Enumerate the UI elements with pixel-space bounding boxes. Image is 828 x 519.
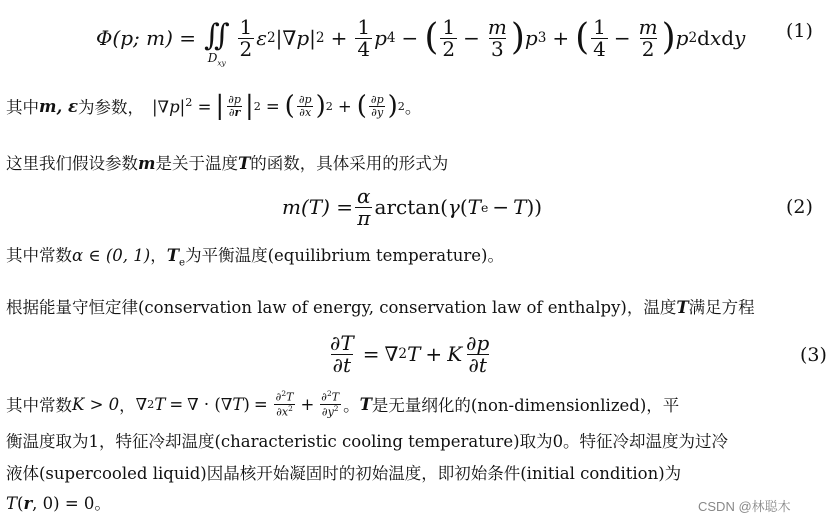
paragraph-assume: 这里我们假设参数m是关于温度T的函数，具体采用的形式为 [6,154,449,173]
csdn-watermark: CSDN @林聪木 [698,499,791,514]
paragraph-alpha: 其中常数α ∈ (0, 1)，$T_e$为平衡温度(equilibrium temperature)。 [6,246,504,269]
paragraph-supercooled: 液体(supercooled liquid)因晶核开始凝固时的初始温度，即初始条件(initial condition)为 [6,464,682,483]
equation-2: m(T) = $\frac{\alpha}{\pi}$ arctan ( γ ( T e − T )) [282,183,543,230]
equation-1: Φ(p; m) = ∬ $D_{xy}$ $\frac{1}{2}$ ε 2 |∇ p | 2 + $\frac{1}{4}$ p 4 − ( $\frac{1}{2}$ − $\frac{m}{3}$ ) p 3 + ( $\frac{1}{4}$ − $\frac{m}{2}$ ) p 2 d x d y [96,14,746,68]
paragraph-k: 其中常数 K > 0 ， ∇ 2 T = ∇ · (∇ T ) = $\frac{\partial^2T}{\partial x^2}$ + $\frac{\partial^2T}{\partial y^2}$ 。 T 是无量纲化的(non-dimensionlized)，平 [6,389,680,419]
eq2-lhs: m(T) = [282,195,354,219]
paragraph-conservation: 根据能量守恒定律(conservation law of energy, conservation law of enthalpy)，温度T满足方程 [6,298,755,317]
equation-3: $\frac{\partial T}{\partial t}$ = ∇ 2 T + K $\frac{\partial p}{\partial t}$ [330,330,490,377]
eq3-number: (3) [800,344,827,366]
paragraph-params: 其中 m, ε 为参数， $|\nabla p|^2$ = | $\frac{\partial p}{\partial r}$ | 2 = ( $\frac{\partial p}{\partial x}$ ) 2 + ( $\frac{\partial p}{\partial y}$ ) 2 。 [6,91,422,121]
eq2-number: (2) [786,196,813,218]
double-integral: ∬ $D_{xy}$ [203,17,230,68]
initial-condition: T(r, 0) = 0。 [6,494,111,513]
eq1-number: (1) [786,20,813,42]
eq1-lhs: Φ(p; m) = [96,26,196,50]
paragraph-temperature: 衡温度取为1，特征冷却温度(characteristic cooling temperature)取为0。特征冷却温度为过冷 [6,432,729,451]
